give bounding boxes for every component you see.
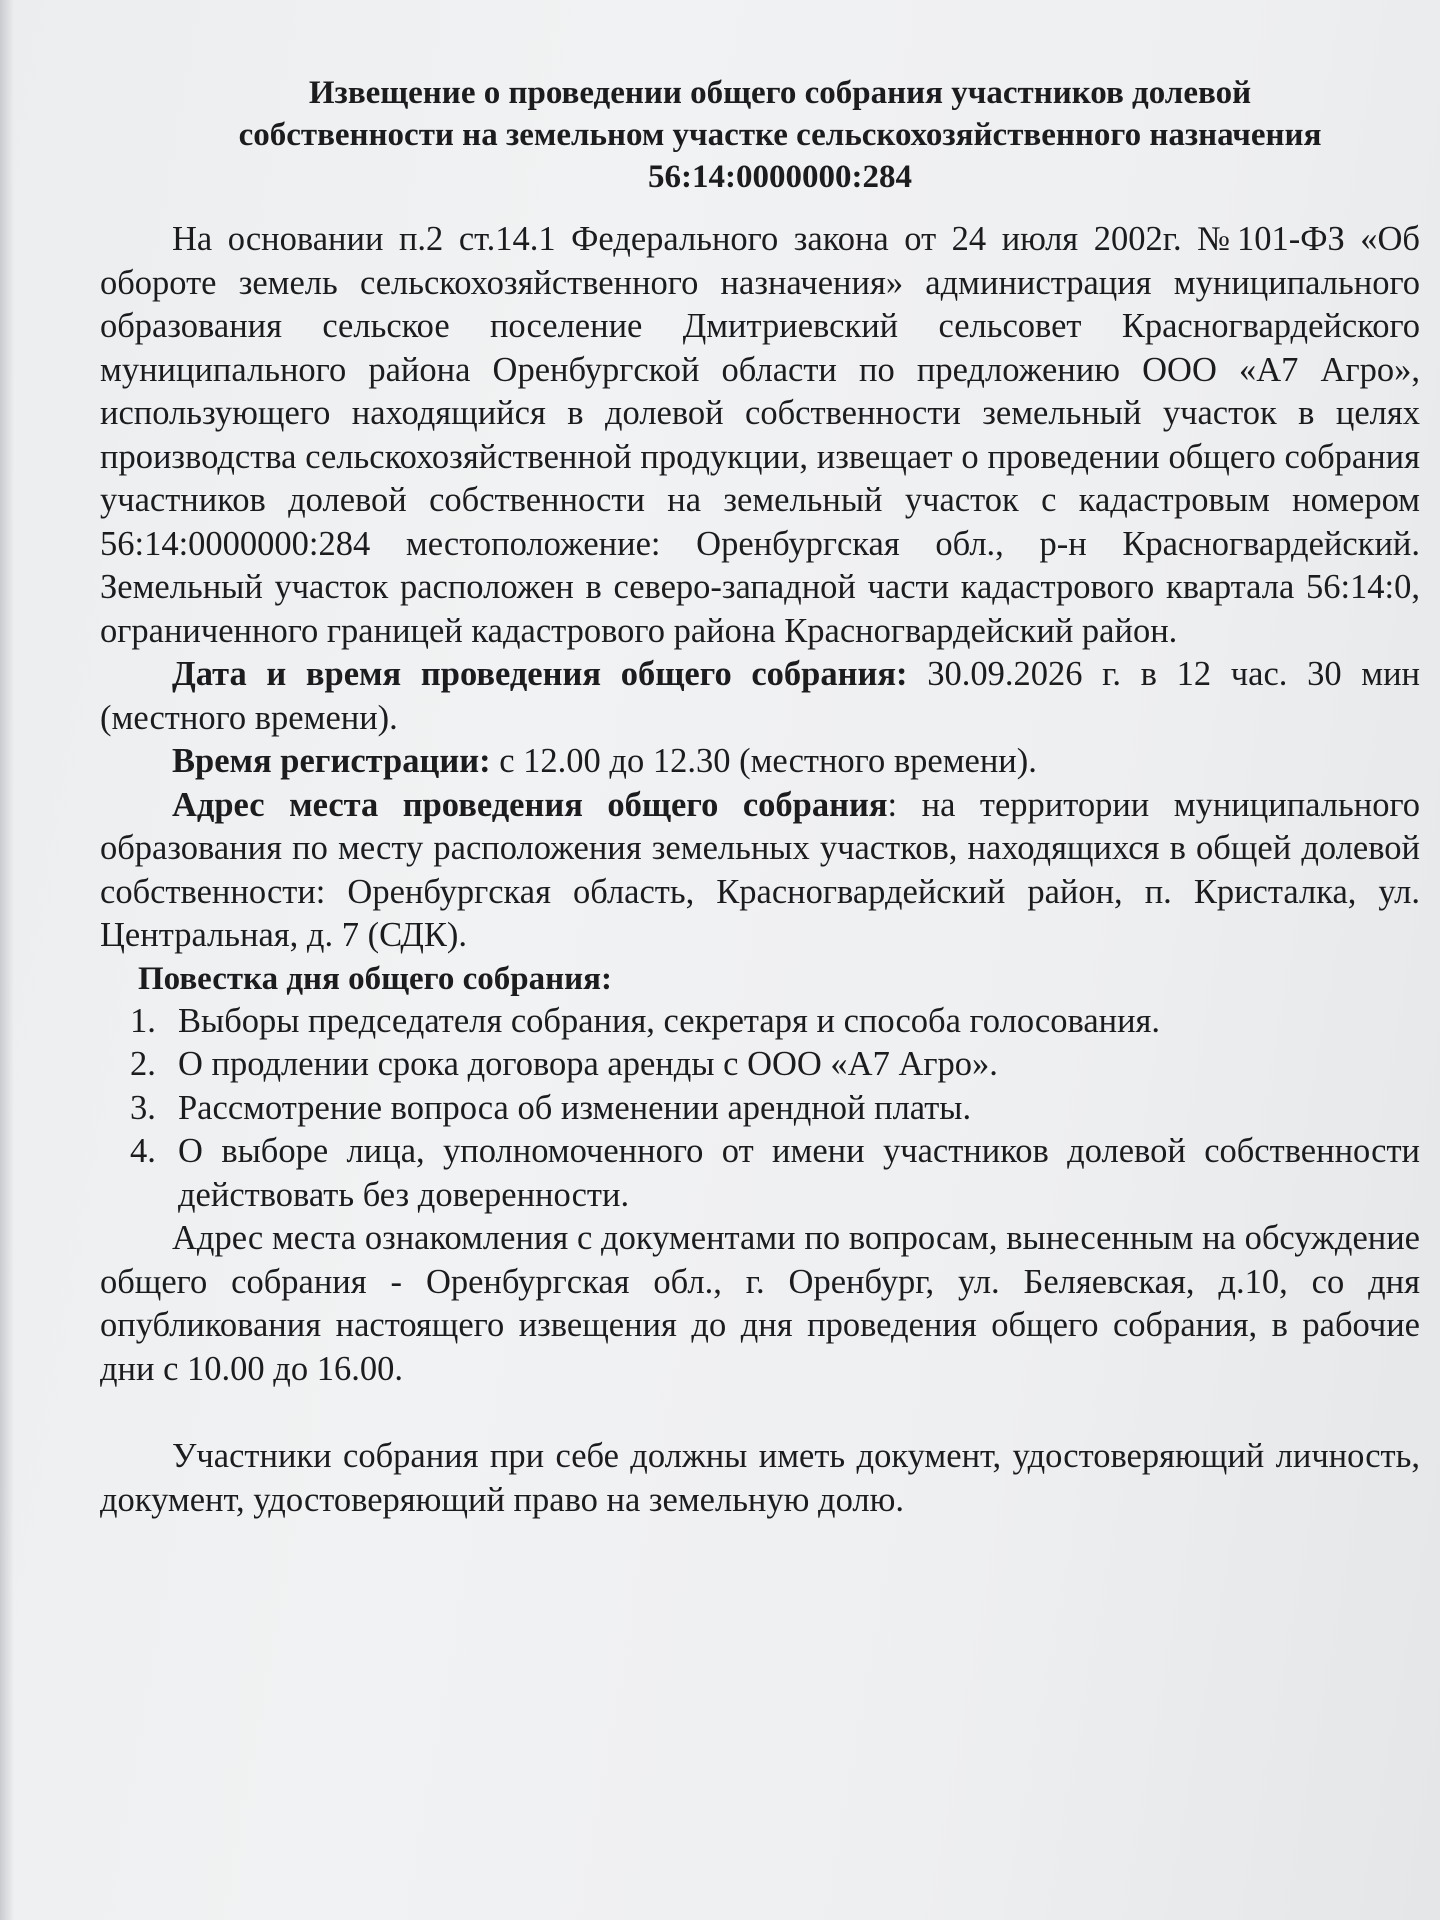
agenda-item-number: 3. — [130, 1088, 156, 1127]
meeting-time-label: Дата и время проведения общего собрания: — [172, 655, 908, 693]
meeting-address-label: Адрес места проведения общего собрания — [172, 785, 888, 824]
participants-note-paragraph: Участники собрания при себе должны иметь документ, удостоверяющий личность, документ, удостоверяющий право на земельную долю. — [100, 1437, 1420, 1519]
meeting-address-paragraph — [100, 784, 1420, 958]
intro-paragraph: На основании п.2 ст.14.1 Федерального закона от 24 июля 2002г. №101-ФЗ «Об обороте земель сельскохозяйственного назначения» администрация муниципального образования сельское поселение Дмитриевский сельсовет Красногвардейского муниципального района Оренбургской области по предложению ООО «А7 Агро», использующего находящийся в долевой собственности земельный участок в целях производства сельскохозяйственной продукции, извещает о проведении общего собрания участников долевой собственности на земельный участок с кадастровым номером 56:14:0000000:284 местоположение: Оренбургская обл., р-н Красногвардейский. Земельный участок расположен в северо-западной части кадастрового квартала 56:14:0, ограниченного границей кадастрового района Красногвардейский район. — [100, 220, 1420, 650]
agenda-item — [130, 1087, 1420, 1131]
title-cadastral-number: 56:14:0000000:284 — [648, 159, 912, 195]
meeting-address-value: : на территории муниципального образования по месту расположения земельных участков, находящихся в общей долевой собственности: Оренбургская область, Красногвардейский район, п. Кристалка, ул. Центральная, д. 7 (СДК). — [100, 785, 1420, 954]
agenda-item-number: 1. — [130, 1001, 156, 1040]
agenda-heading: Повестка дня общего собрания: — [138, 960, 612, 997]
agenda-item-number: 4. — [130, 1132, 156, 1170]
registration-value: с 12.00 до 12.30 (местного времени). — [490, 742, 1037, 780]
meeting-time-value: 30.09.2026 г. в 12 час. 30 мин (местного времени). — [100, 655, 1420, 737]
agenda-item — [130, 1130, 1420, 1217]
meeting-time-paragraph — [100, 653, 1420, 740]
documents-address-paragraph: Адрес места ознакомления с документами по вопросам, вынесенным на обсуждение общего собрания - Оренбургская обл., г. Оренбург, ул. Беляевская, д.10, со дня опубликования настоящего извещения до дня проведения общего собрания, в рабочие дни с 10.00 до 16.00. — [100, 1219, 1420, 1388]
agenda-item — [130, 1043, 1420, 1087]
agenda-item-text: О продлении срока договора аренды с ООО «А7 Агро». — [178, 1045, 998, 1083]
title-line-2: собственности на земельном участке сельскохозяйственного назначения — [238, 117, 1322, 153]
notice-title — [100, 72, 1420, 198]
agenda-item — [130, 1000, 1420, 1044]
registration-paragraph — [100, 740, 1420, 784]
agenda-item-text: Выборы председателя собрания, секретаря и способа голосования. — [178, 1001, 1161, 1040]
agenda-list — [100, 1000, 1420, 1218]
title-line-1: Извещение о проведении общего собрания участников долевой — [308, 75, 1252, 111]
agenda-item-text: О выборе лица, уполномоченного от имени участников долевой собственности действовать без доверенности. — [178, 1132, 1420, 1214]
registration-label: Время регистрации: — [172, 742, 491, 780]
agenda-item-number: 2. — [130, 1045, 156, 1083]
blank-gap — [100, 1391, 1420, 1435]
agenda-item-text: Рассмотрение вопроса об изменении арендной платы. — [178, 1088, 972, 1127]
